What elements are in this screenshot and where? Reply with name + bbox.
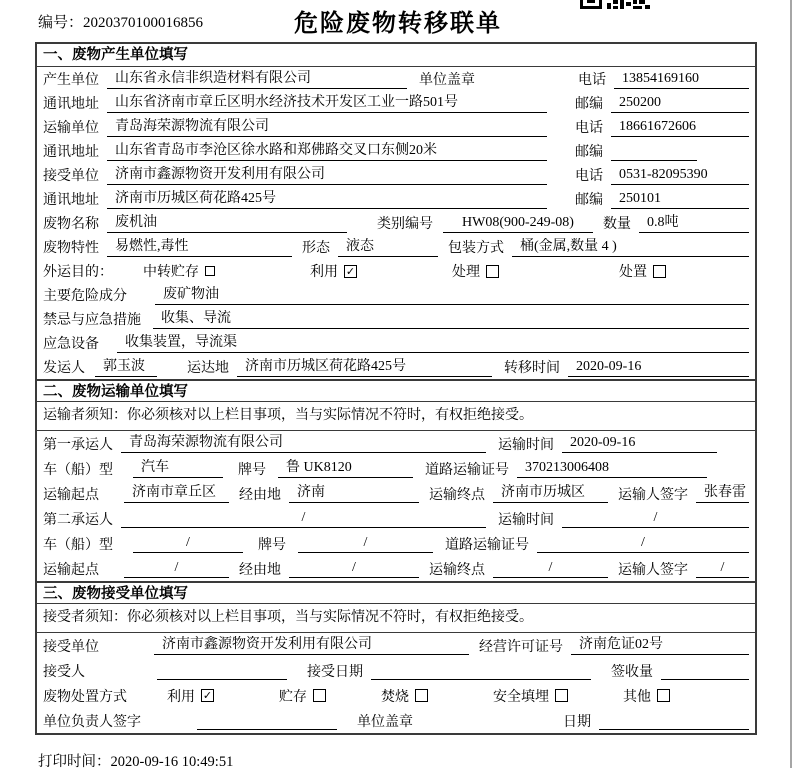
waste-property-value: 易燃性,毒性 — [107, 238, 292, 257]
producer-address-row — [37, 91, 755, 115]
license-label: 经营许可证号 — [479, 639, 563, 655]
acceptor-row — [37, 658, 755, 683]
transport-time-label: 运输时间 — [498, 512, 554, 528]
waste-property-row — [37, 235, 755, 259]
disposal-option-incinerate — [381, 686, 428, 706]
road-permit-value: 370213006408 — [517, 459, 707, 478]
postcode-label: 邮编 — [575, 97, 603, 112]
accept-date-label: 接受日期 — [307, 664, 363, 680]
page-edge-divider — [790, 0, 792, 768]
disposal-option-other — [623, 686, 670, 706]
field-label: 接受单位 — [43, 169, 99, 184]
receiver-phone-value: 0531-82095390 — [611, 166, 749, 185]
road-permit-value: / — [537, 534, 749, 553]
emergency-equipment-row — [37, 331, 755, 355]
date-value — [599, 711, 749, 730]
route-end-label: 运输终点 — [429, 487, 485, 503]
route-end-label: 运输终点 — [429, 562, 485, 578]
field-label: 废物特性 — [43, 241, 99, 256]
signed-quantity-label: 签收量 — [611, 664, 653, 680]
consignor-name-value: 郭玉波 — [95, 358, 157, 377]
consignor-row — [37, 355, 755, 379]
vehicle-type-value: 汽车 — [133, 459, 223, 478]
checkbox-label: 利用 — [310, 265, 338, 280]
plate-label: 牌号 — [238, 462, 266, 478]
unit-seal-label: 单位盖章 — [357, 714, 413, 730]
vehicle-type-value: / — [133, 534, 243, 553]
section3-notice: 接受者须知：你必须核对以上栏目事项，当与实际情况不符时，有权拒绝接受。 — [37, 604, 755, 633]
date-label: 日期 — [563, 714, 591, 730]
field-label: 运输起点 — [43, 487, 99, 503]
disposal-option-utilize — [167, 686, 214, 706]
checkbox-label: 利用 — [167, 689, 195, 705]
via-value: / — [289, 559, 419, 578]
section2-notice: 运输者须知：你必须核对以上栏目事项，当与实际情况不符时，有权拒绝接受。 — [37, 402, 755, 431]
field-label: 车（船）型 — [43, 462, 113, 478]
transporter-postcode-value — [611, 142, 697, 161]
field-label: 运输单位 — [43, 121, 99, 136]
document-number-value: 2020370100016856 — [83, 15, 204, 31]
checkbox-unchecked-icon — [657, 689, 670, 702]
packing-value: 桶(金属,数量 4 ) — [512, 238, 749, 257]
section2-header: 二、废物运输单位填写 — [37, 379, 755, 402]
receiver-row — [37, 163, 755, 187]
accepting-unit-value: 济南市鑫源物资开发利用有限公司 — [154, 636, 469, 655]
form-state-label: 形态 — [302, 241, 330, 256]
field-label: 发运人 — [43, 361, 85, 376]
carrier-signature-value: / — [696, 559, 749, 578]
road-permit-label: 道路运输证号 — [425, 462, 509, 478]
transport-time-value: / — [562, 509, 749, 528]
unit-seal-label: 单位盖章 — [419, 73, 475, 88]
checkbox-checked-icon: ✓ — [345, 264, 356, 278]
field-label: 通讯地址 — [43, 97, 99, 112]
carrier-signature-value: 张春雷 — [696, 484, 749, 503]
section1-header: 一、废物产生单位填写 — [37, 44, 755, 67]
route-start-value: 济南市章丘区 — [124, 484, 229, 503]
checkbox-unchecked-icon — [653, 265, 666, 278]
checkbox-label: 中转贮存 — [143, 265, 199, 280]
first-carrier-row — [37, 431, 755, 456]
road-permit-label: 道路运输证号 — [445, 537, 529, 553]
checkbox-unchecked-icon — [555, 689, 568, 702]
accept-date-value — [371, 661, 591, 680]
transporter-address-value: 山东省青岛市李沧区徐水路和郑佛路交叉口东侧20米 — [107, 142, 547, 161]
waste-name-value: 废机油 — [107, 214, 347, 233]
via-label: 经由地 — [239, 562, 281, 578]
phone-label: 电话 — [575, 169, 603, 184]
category-code-label: 类别编号 — [377, 217, 433, 232]
field-label: 运输起点 — [43, 562, 99, 578]
phone-label: 电话 — [575, 121, 603, 136]
purpose-option-storage — [143, 261, 215, 281]
transport-time-label: 运输时间 — [498, 437, 554, 453]
second-carrier-value: / — [121, 509, 486, 528]
checkbox-label: 处理 — [452, 265, 480, 280]
field-label: 通讯地址 — [43, 193, 99, 208]
field-label: 禁忌与应急措施 — [43, 313, 141, 328]
field-label: 废物处置方式 — [43, 689, 127, 705]
via-value: 济南 — [289, 484, 419, 503]
checkbox-unchecked-icon — [415, 689, 428, 702]
plate-value: 鲁 UK8120 — [278, 459, 413, 478]
field-label: 产生单位 — [43, 73, 99, 88]
destination-label: 运达地 — [187, 361, 229, 376]
purpose-option-utilize — [310, 261, 357, 281]
responsible-signature-row — [37, 708, 755, 733]
transfer-time-label: 转移时间 — [504, 361, 560, 376]
second-carrier-row — [37, 506, 755, 531]
postcode-label: 邮编 — [575, 145, 603, 160]
purpose-option-dispose — [619, 261, 666, 281]
page-title: 危险废物转移联单 — [294, 11, 502, 37]
transporter-name-value: 青岛海荣源物流有限公司 — [107, 118, 547, 137]
checkbox-unchecked-icon — [205, 266, 215, 276]
postcode-label: 邮编 — [575, 193, 603, 208]
receiver-name-value: 济南市鑫源物资开发利用有限公司 — [107, 166, 547, 185]
manifest-form — [35, 42, 757, 735]
transporter-address-row — [37, 139, 755, 163]
checkbox-label: 贮存 — [279, 689, 307, 705]
carrier-signature-label: 运输人签字 — [618, 487, 688, 503]
via-label: 经由地 — [239, 487, 281, 503]
packing-label: 包装方式 — [448, 241, 504, 256]
disposal-option-landfill — [493, 686, 568, 706]
checkbox-checked-icon: ✓ — [202, 689, 213, 702]
waste-name-row — [37, 211, 755, 235]
checkbox-label: 处置 — [619, 265, 647, 280]
print-time-value: 2020-09-16 10:49:51 — [110, 754, 234, 768]
signed-quantity-value — [661, 661, 749, 680]
print-time — [38, 750, 233, 768]
route-end-value: / — [493, 559, 608, 578]
producer-row — [37, 67, 755, 91]
vehicle-row-2 — [37, 531, 755, 556]
field-label: 单位负责人签字 — [43, 714, 141, 730]
acceptor-name-value — [157, 661, 287, 680]
emergency-measures-value: 收集、导流 — [153, 310, 749, 329]
route-row — [37, 481, 755, 506]
disposal-method-row — [37, 683, 755, 708]
checkbox-label: 其他 — [623, 689, 651, 705]
transfer-time-value: 2020-09-16 — [568, 358, 749, 377]
print-time-label: 打印时间： — [38, 754, 111, 768]
hazard-component-value: 废矿物油 — [155, 286, 749, 305]
quantity-value: 0.8吨 — [639, 214, 749, 233]
checkbox-label: 焚烧 — [381, 689, 409, 705]
field-label: 接受单位 — [43, 639, 99, 655]
emergency-equipment-value: 收集装置，导流渠 — [117, 334, 749, 353]
quantity-label: 数量 — [603, 217, 631, 232]
license-value: 济南危证02号 — [571, 636, 749, 655]
producer-phone-value: 13854169160 — [614, 70, 749, 89]
field-label: 第一承运人 — [43, 437, 113, 453]
vehicle-row — [37, 456, 755, 481]
transporter-phone-value: 18661672606 — [611, 118, 749, 137]
form-state-value: 液态 — [338, 238, 438, 257]
accepting-unit-row — [37, 633, 755, 658]
receiver-address-value: 济南市历城区荷花路425号 — [107, 190, 547, 209]
plate-value: / — [298, 534, 433, 553]
producer-name-value: 山东省永信非织造材料有限公司 — [107, 70, 407, 89]
field-label: 车（船）型 — [43, 537, 113, 553]
field-label: 外运目的： — [43, 265, 113, 280]
document-number-label: 编号： — [38, 15, 84, 31]
route-end-value: 济南市历城区 — [493, 484, 608, 503]
field-label: 接受人 — [43, 664, 85, 680]
checkbox-unchecked-icon — [313, 689, 326, 702]
emergency-measures-row — [37, 307, 755, 331]
destination-value: 济南市历城区荷花路425号 — [237, 358, 492, 377]
producer-address-value: 山东省济南市章丘区明水经济技术开发区工业一路501号 — [107, 94, 547, 113]
transport-time-value: 2020-09-16 — [562, 434, 717, 453]
phone-label: 电话 — [578, 73, 606, 88]
route-start-value: / — [124, 559, 229, 578]
receiver-address-row — [37, 187, 755, 211]
field-label: 应急设备 — [43, 337, 99, 352]
route-row-2 — [37, 556, 755, 581]
field-label: 废物名称 — [43, 217, 99, 232]
category-code-value: HW08(900-249-08) — [443, 214, 593, 233]
receiver-postcode-value: 250101 — [611, 190, 749, 209]
checkbox-label: 安全填埋 — [493, 689, 549, 705]
field-label: 通讯地址 — [43, 145, 99, 160]
section3-header: 三、废物接受单位填写 — [37, 581, 755, 604]
responsible-signature-value — [197, 711, 337, 730]
first-carrier-value: 青岛海荣源物流有限公司 — [121, 434, 486, 453]
plate-label: 牌号 — [258, 537, 286, 553]
purpose-option-treat — [452, 261, 499, 281]
checkbox-unchecked-icon — [486, 265, 499, 278]
transfer-purpose-row — [37, 259, 755, 283]
disposal-option-storage — [279, 686, 326, 706]
carrier-signature-label: 运输人签字 — [618, 562, 688, 578]
field-label: 第二承运人 — [43, 512, 113, 528]
transporter-row — [37, 115, 755, 139]
field-label: 主要危险成分 — [43, 289, 127, 304]
hazard-component-row — [37, 283, 755, 307]
qr-code-icon — [580, 0, 650, 9]
producer-postcode-value: 250200 — [611, 94, 749, 113]
